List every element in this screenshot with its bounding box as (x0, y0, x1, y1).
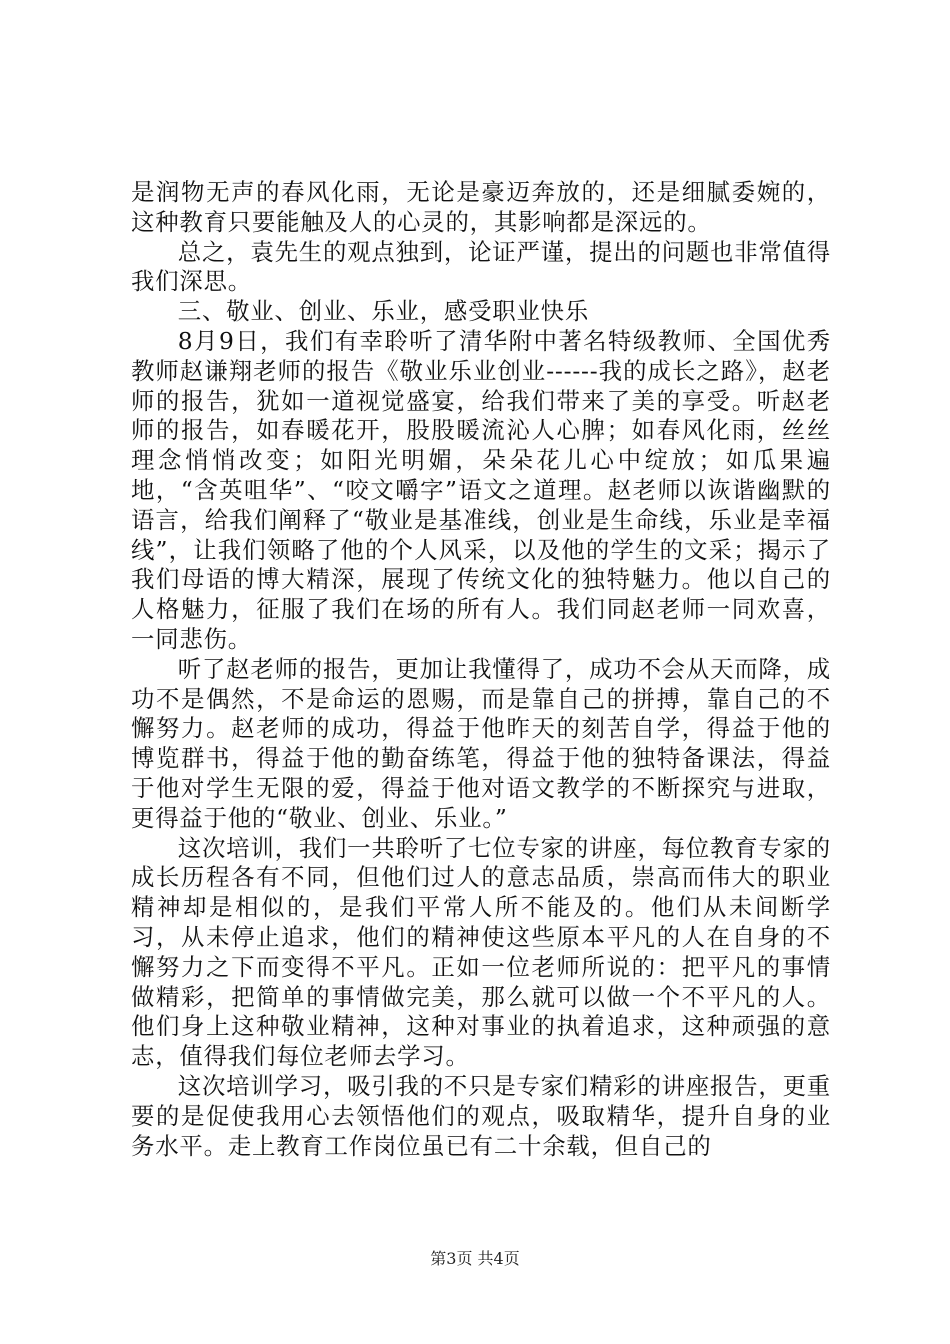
page-footer: 第3页 共4页 (430, 1249, 520, 1268)
section-heading: 三、敬业、创业、乐业，感受职业快乐 (177, 297, 590, 326)
paragraph-success: 听了赵老师的报告，更加让我懂得了，成功不会从天而降，成功不是偶然，不是命运的恩赐，而是靠自己的拼搏，靠自己的不懈努力。赵老师的成功，得益于他昨天的刻苦自学，得益于他的博览群书，得益于他的勤奋练笔，得益于他的独特备课法，得益于他对学生无限的爱，得益于他对语文教学的不断探究与进取，更得益于他的“敬业、创业、乐业。” (131, 654, 831, 832)
paragraph-continuation: 是润物无声的春风化雨，无论是豪迈奔放的，还是细腻委婉的，这种教育只要能触及人的心灵的，其影响都是深远的。 (131, 178, 831, 236)
document-body (131, 178, 831, 1161)
paragraph-training: 这次培训，我们一共聆听了七位专家的讲座，每位教育专家的成长历程各有不同，但他们过人的意志品质，崇高而伟大的职业精神却是相似的，是我们平常人所不能及的。他们从未间断学习，从未停止追求，他们的精神使这些原本平凡的人在自身的不懈努力之下而变得不平凡。正如一位老师所说的：把平凡的事情做精彩，把简单的事情做完美，那么就可以做一个不平凡的人。他们身上这种敬业精神，这种对事业的执着追求，这种顽强的意志，值得我们每位老师去学习。 (131, 833, 831, 1071)
paragraph-learning: 这次培训学习，吸引我的不只是专家们精彩的讲座报告，更重要的是促使我用心去领悟他们的观点，吸取精华，提升自身的业务水平。走上教育工作岗位虽已有二十余载，但自己的 (131, 1071, 831, 1160)
paragraph-summary: 总之，袁先生的观点独到，论证严谨，提出的问题也非常值得我们深思。 (131, 237, 831, 296)
paragraph-report: 8月9日，我们有幸聆听了清华附中著名特级教师、全国优秀教师赵谦翔老师的报告《敬业乐业创业------我的成长之路》，赵老师的报告，犹如一道视觉盛宴，给我们带来了美的享受。听赵老师的报告，如春暖花开，股股暖流沁人心脾；如春风化雨，丝丝理念悄悄改变；如阳光明媚，朵朵花儿心中绽放；如瓜果遍地，“含英咀华”、“咬文嚼字”语文之道理。赵老师以诙谐幽默的语言，给我们阐释了“敬业是基准线，创业是生命线，乐业是幸福线”，让我们领略了他的个人风采，以及他的学生的文采；揭示了我们母语的博大精深，展现了传统文化的独特魅力。他以自己的人格魅力，征服了我们在场的所有人。我们同赵老师一同欢喜，一同悲伤。 (131, 326, 831, 653)
